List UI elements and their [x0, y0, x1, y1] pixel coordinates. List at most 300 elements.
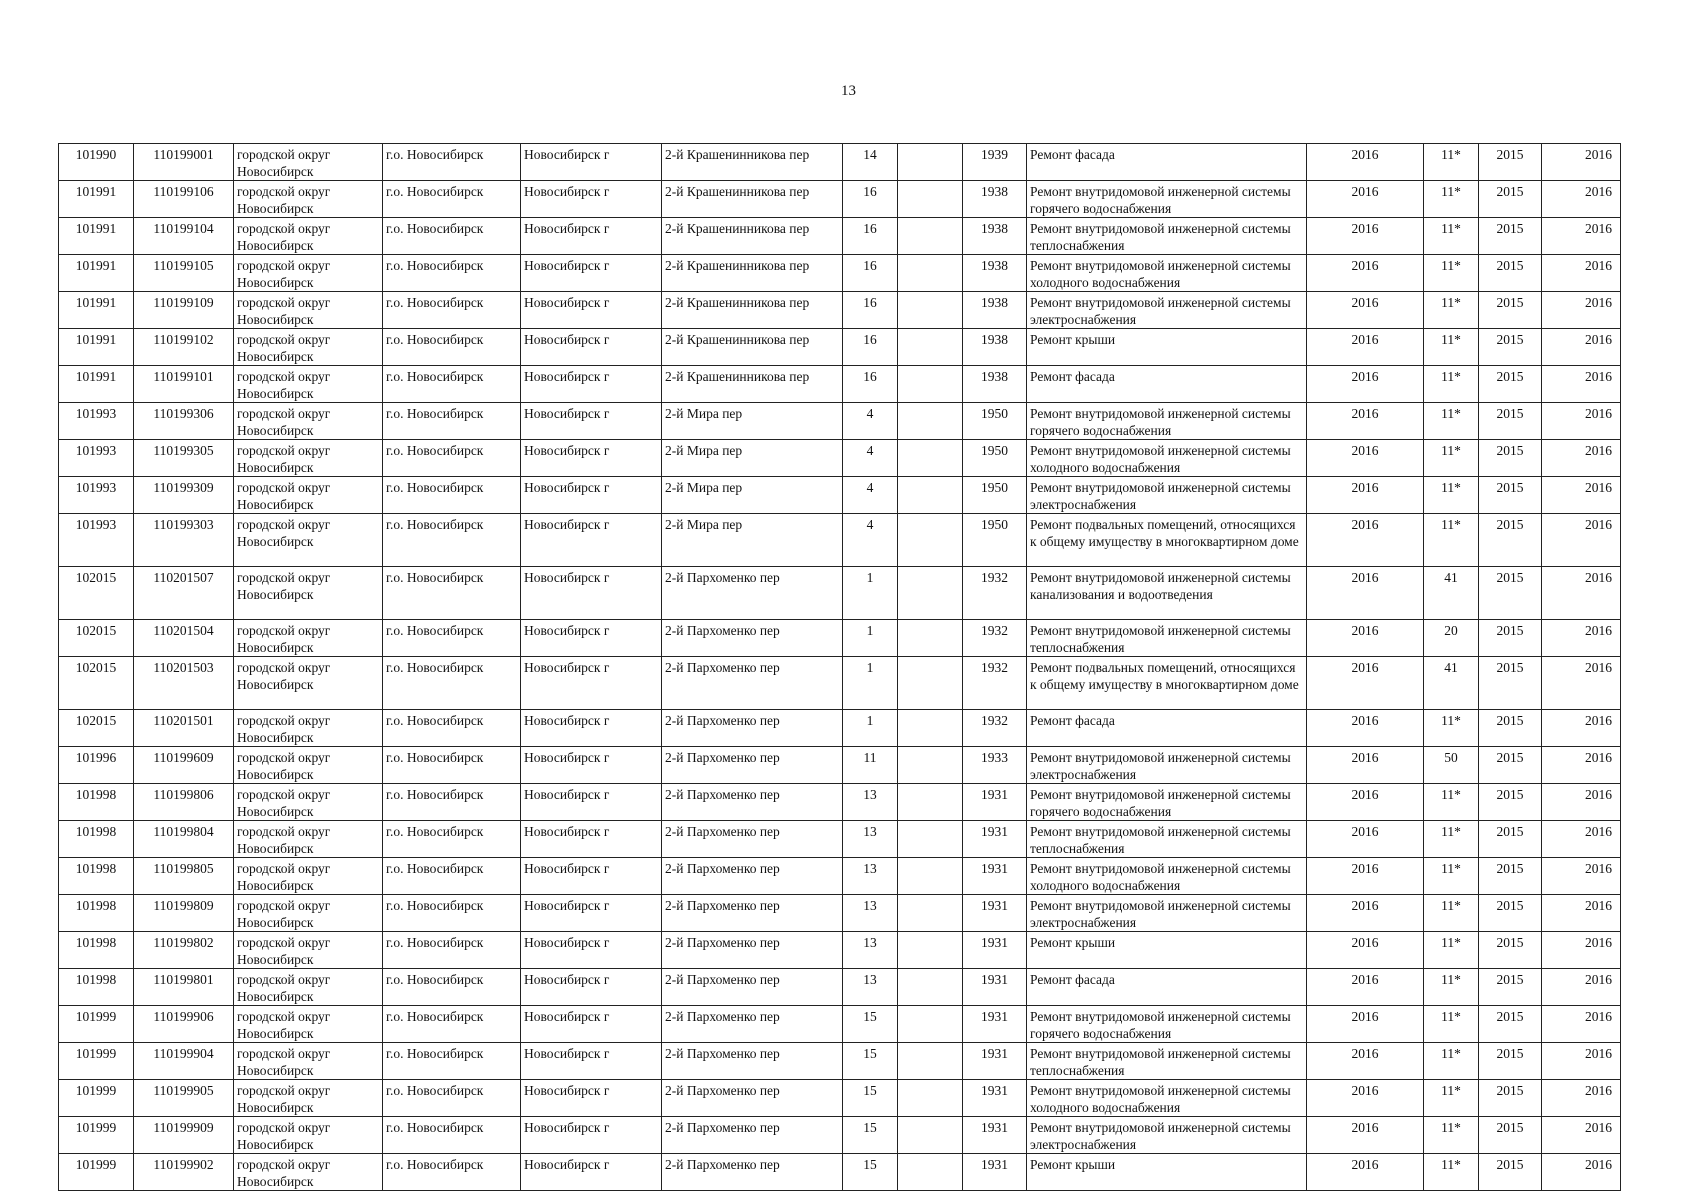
house-id-cell: 101993 [59, 514, 134, 567]
table-row [59, 1117, 1621, 1154]
house-number-cell: 13 [843, 858, 898, 895]
work-type-cell: Ремонт крыши [1027, 1154, 1307, 1191]
street-cell: 2-й Пархоменко пер [662, 747, 843, 784]
start-year-cell: 2015 [1479, 403, 1542, 440]
house-number-cell: 15 [843, 1043, 898, 1080]
end-year-cell: 2016 [1542, 620, 1621, 657]
district-cell: городской округ Новосибирск [234, 440, 383, 477]
work-code-cell: 110199809 [134, 895, 234, 932]
municipality-cell: г.о. Новосибирск [383, 181, 521, 218]
plan-year-cell: 2016 [1307, 255, 1424, 292]
municipality-cell: г.о. Новосибирск [383, 218, 521, 255]
start-year-cell: 2015 [1479, 969, 1542, 1006]
building-cell [898, 710, 963, 747]
build-year-cell: 1931 [963, 895, 1027, 932]
plan-year-cell: 2016 [1307, 710, 1424, 747]
work-type-cell: Ремонт подвальных помещений, относящихся к общему имуществу в многоквартирном доме [1027, 657, 1307, 710]
house-id-cell: 101998 [59, 858, 134, 895]
municipality-cell: г.о. Новосибирск [383, 969, 521, 1006]
house-number-cell: 16 [843, 181, 898, 218]
street-cell: 2-й Пархоменко пер [662, 784, 843, 821]
house-id-cell: 102015 [59, 710, 134, 747]
house-id-cell: 101991 [59, 329, 134, 366]
building-cell [898, 657, 963, 710]
build-year-cell: 1931 [963, 821, 1027, 858]
work-code-cell: 110199104 [134, 218, 234, 255]
plan-year-cell: 2016 [1307, 932, 1424, 969]
build-year-cell: 1950 [963, 514, 1027, 567]
plan-year-cell: 2016 [1307, 821, 1424, 858]
city-cell: Новосибирск г [521, 567, 662, 620]
house-number-cell: 13 [843, 895, 898, 932]
municipality-cell: г.о. Новосибирск [383, 821, 521, 858]
table-row [59, 858, 1621, 895]
municipality-cell: г.о. Новосибирск [383, 329, 521, 366]
build-year-cell: 1933 [963, 747, 1027, 784]
build-year-cell: 1932 [963, 710, 1027, 747]
build-year-cell: 1938 [963, 181, 1027, 218]
start-year-cell: 2015 [1479, 858, 1542, 895]
plan-year-cell: 2016 [1307, 144, 1424, 181]
building-cell [898, 932, 963, 969]
end-year-cell: 2016 [1542, 1117, 1621, 1154]
table-row [59, 477, 1621, 514]
municipality-cell: г.о. Новосибирск [383, 477, 521, 514]
house-number-cell: 15 [843, 1080, 898, 1117]
end-year-cell: 2016 [1542, 403, 1621, 440]
end-year-cell: 2016 [1542, 1154, 1621, 1191]
building-cell [898, 567, 963, 620]
house-number-cell: 11 [843, 747, 898, 784]
end-year-cell: 2016 [1542, 218, 1621, 255]
work-type-cell: Ремонт крыши [1027, 932, 1307, 969]
plan-year-cell: 2016 [1307, 1043, 1424, 1080]
build-year-cell: 1938 [963, 329, 1027, 366]
end-year-cell: 2016 [1542, 932, 1621, 969]
work-code-cell: 110199309 [134, 477, 234, 514]
start-year-cell: 2015 [1479, 329, 1542, 366]
street-cell: 2-й Пархоменко пер [662, 895, 843, 932]
street-cell: 2-й Пархоменко пер [662, 657, 843, 710]
municipality-cell: г.о. Новосибирск [383, 1117, 521, 1154]
building-cell [898, 620, 963, 657]
work-code-cell: 110201507 [134, 567, 234, 620]
end-year-cell: 2016 [1542, 477, 1621, 514]
start-year-cell: 2015 [1479, 514, 1542, 567]
municipality-cell: г.о. Новосибирск [383, 710, 521, 747]
start-year-cell: 2015 [1479, 784, 1542, 821]
plan-year-cell: 2016 [1307, 181, 1424, 218]
work-type-cell: Ремонт внутридомовой инженерной системы горячего водоснабжения [1027, 1006, 1307, 1043]
district-cell: городской округ Новосибирск [234, 514, 383, 567]
city-cell: Новосибирск г [521, 329, 662, 366]
street-cell: 2-й Пархоменко пер [662, 567, 843, 620]
building-cell [898, 181, 963, 218]
table-row [59, 784, 1621, 821]
city-cell: Новосибирск г [521, 218, 662, 255]
start-year-cell: 2015 [1479, 144, 1542, 181]
work-code-cell: 110199102 [134, 329, 234, 366]
city-cell: Новосибирск г [521, 1006, 662, 1043]
work-type-cell: Ремонт внутридомовой инженерной системы электроснабжения [1027, 292, 1307, 329]
work-code-cell: 110201501 [134, 710, 234, 747]
build-year-cell: 1932 [963, 657, 1027, 710]
count-cell: 20 [1424, 620, 1479, 657]
municipality-cell: г.о. Новосибирск [383, 255, 521, 292]
street-cell: 2-й Мира пер [662, 477, 843, 514]
end-year-cell: 2016 [1542, 514, 1621, 567]
house-id-cell: 101993 [59, 477, 134, 514]
work-code-cell: 110199303 [134, 514, 234, 567]
end-year-cell: 2016 [1542, 747, 1621, 784]
count-cell: 11* [1424, 969, 1479, 1006]
plan-year-cell: 2016 [1307, 440, 1424, 477]
building-cell [898, 403, 963, 440]
city-cell: Новосибирск г [521, 292, 662, 329]
count-cell: 11* [1424, 784, 1479, 821]
end-year-cell: 2016 [1542, 784, 1621, 821]
build-year-cell: 1938 [963, 255, 1027, 292]
city-cell: Новосибирск г [521, 514, 662, 567]
work-code-cell: 110199801 [134, 969, 234, 1006]
house-id-cell: 101991 [59, 366, 134, 403]
table-row [59, 292, 1621, 329]
street-cell: 2-й Крашенинникова пер [662, 329, 843, 366]
build-year-cell: 1938 [963, 366, 1027, 403]
building-cell [898, 969, 963, 1006]
work-code-cell: 110199804 [134, 821, 234, 858]
end-year-cell: 2016 [1542, 255, 1621, 292]
street-cell: 2-й Мира пер [662, 440, 843, 477]
municipality-cell: г.о. Новосибирск [383, 895, 521, 932]
building-cell [898, 821, 963, 858]
building-cell [898, 895, 963, 932]
city-cell: Новосибирск г [521, 784, 662, 821]
municipality-cell: г.о. Новосибирск [383, 1006, 521, 1043]
count-cell: 11* [1424, 821, 1479, 858]
house-id-cell: 101991 [59, 255, 134, 292]
district-cell: городской округ Новосибирск [234, 144, 383, 181]
count-cell: 11* [1424, 1006, 1479, 1043]
house-number-cell: 14 [843, 144, 898, 181]
street-cell: 2-й Пархоменко пер [662, 710, 843, 747]
table-row [59, 440, 1621, 477]
building-cell [898, 1080, 963, 1117]
build-year-cell: 1931 [963, 932, 1027, 969]
work-type-cell: Ремонт внутридомовой инженерной системы электроснабжения [1027, 747, 1307, 784]
district-cell: городской округ Новосибирск [234, 477, 383, 514]
count-cell: 41 [1424, 567, 1479, 620]
count-cell: 11* [1424, 255, 1479, 292]
house-id-cell: 101998 [59, 784, 134, 821]
house-number-cell: 15 [843, 1006, 898, 1043]
table-row [59, 969, 1621, 1006]
build-year-cell: 1931 [963, 1006, 1027, 1043]
plan-year-cell: 2016 [1307, 1117, 1424, 1154]
table-row [59, 218, 1621, 255]
district-cell: городской округ Новосибирск [234, 1043, 383, 1080]
work-code-cell: 110199101 [134, 366, 234, 403]
work-type-cell: Ремонт фасада [1027, 969, 1307, 1006]
plan-year-cell: 2016 [1307, 784, 1424, 821]
house-id-cell: 102015 [59, 567, 134, 620]
end-year-cell: 2016 [1542, 144, 1621, 181]
work-type-cell: Ремонт внутридомовой инженерной системы теплоснабжения [1027, 218, 1307, 255]
end-year-cell: 2016 [1542, 895, 1621, 932]
start-year-cell: 2015 [1479, 747, 1542, 784]
district-cell: городской округ Новосибирск [234, 181, 383, 218]
house-id-cell: 101999 [59, 1154, 134, 1191]
street-cell: 2-й Пархоменко пер [662, 821, 843, 858]
house-number-cell: 4 [843, 403, 898, 440]
count-cell: 11* [1424, 218, 1479, 255]
street-cell: 2-й Пархоменко пер [662, 1154, 843, 1191]
city-cell: Новосибирск г [521, 1117, 662, 1154]
work-code-cell: 110199905 [134, 1080, 234, 1117]
work-type-cell: Ремонт внутридомовой инженерной системы холодного водоснабжения [1027, 1080, 1307, 1117]
city-cell: Новосибирск г [521, 969, 662, 1006]
house-number-cell: 13 [843, 821, 898, 858]
street-cell: 2-й Крашенинникова пер [662, 181, 843, 218]
work-type-cell: Ремонт фасада [1027, 366, 1307, 403]
count-cell: 11* [1424, 932, 1479, 969]
start-year-cell: 2015 [1479, 366, 1542, 403]
work-type-cell: Ремонт внутридомовой инженерной системы холодного водоснабжения [1027, 858, 1307, 895]
building-cell [898, 255, 963, 292]
city-cell: Новосибирск г [521, 1043, 662, 1080]
city-cell: Новосибирск г [521, 895, 662, 932]
house-number-cell: 4 [843, 514, 898, 567]
municipality-cell: г.о. Новосибирск [383, 366, 521, 403]
house-number-cell: 16 [843, 366, 898, 403]
district-cell: городской округ Новосибирск [234, 255, 383, 292]
work-type-cell: Ремонт внутридомовой инженерной системы холодного водоснабжения [1027, 440, 1307, 477]
work-code-cell: 110199806 [134, 784, 234, 821]
table-row [59, 932, 1621, 969]
work-code-cell: 110199105 [134, 255, 234, 292]
house-number-cell: 13 [843, 969, 898, 1006]
work-code-cell: 110199001 [134, 144, 234, 181]
city-cell: Новосибирск г [521, 710, 662, 747]
count-cell: 11* [1424, 1080, 1479, 1117]
city-cell: Новосибирск г [521, 1080, 662, 1117]
work-code-cell: 110199805 [134, 858, 234, 895]
house-number-cell: 13 [843, 784, 898, 821]
house-id-cell: 101998 [59, 895, 134, 932]
build-year-cell: 1950 [963, 477, 1027, 514]
work-type-cell: Ремонт внутридомовой инженерной системы канализования и водоотведения [1027, 567, 1307, 620]
district-cell: городской округ Новосибирск [234, 895, 383, 932]
work-type-cell: Ремонт фасада [1027, 144, 1307, 181]
table-row [59, 514, 1621, 567]
work-type-cell: Ремонт внутридомовой инженерной системы горячего водоснабжения [1027, 784, 1307, 821]
house-number-cell: 16 [843, 255, 898, 292]
work-type-cell: Ремонт внутридомовой инженерной системы теплоснабжения [1027, 821, 1307, 858]
work-code-cell: 110199109 [134, 292, 234, 329]
district-cell: городской округ Новосибирск [234, 403, 383, 440]
city-cell: Новосибирск г [521, 144, 662, 181]
street-cell: 2-й Пархоменко пер [662, 932, 843, 969]
house-number-cell: 1 [843, 620, 898, 657]
municipality-cell: г.о. Новосибирск [383, 620, 521, 657]
house-number-cell: 4 [843, 477, 898, 514]
district-cell: городской округ Новосибирск [234, 1117, 383, 1154]
plan-year-cell: 2016 [1307, 366, 1424, 403]
house-number-cell: 16 [843, 218, 898, 255]
table-row [59, 366, 1621, 403]
house-number-cell: 13 [843, 932, 898, 969]
work-code-cell: 110199906 [134, 1006, 234, 1043]
city-cell: Новосибирск г [521, 821, 662, 858]
count-cell: 11* [1424, 1043, 1479, 1080]
work-code-cell: 110199802 [134, 932, 234, 969]
build-year-cell: 1931 [963, 969, 1027, 1006]
count-cell: 11* [1424, 440, 1479, 477]
city-cell: Новосибирск г [521, 858, 662, 895]
street-cell: 2-й Крашенинникова пер [662, 292, 843, 329]
house-id-cell: 102015 [59, 657, 134, 710]
district-cell: городской округ Новосибирск [234, 1006, 383, 1043]
count-cell: 11* [1424, 292, 1479, 329]
city-cell: Новосибирск г [521, 403, 662, 440]
build-year-cell: 1931 [963, 1043, 1027, 1080]
plan-year-cell: 2016 [1307, 747, 1424, 784]
municipality-cell: г.о. Новосибирск [383, 747, 521, 784]
house-id-cell: 101991 [59, 218, 134, 255]
end-year-cell: 2016 [1542, 329, 1621, 366]
work-code-cell: 110199305 [134, 440, 234, 477]
house-number-cell: 4 [843, 440, 898, 477]
municipality-cell: г.о. Новосибирск [383, 858, 521, 895]
repair-schedule-table [58, 143, 1621, 1191]
municipality-cell: г.о. Новосибирск [383, 292, 521, 329]
work-code-cell: 110201504 [134, 620, 234, 657]
city-cell: Новосибирск г [521, 657, 662, 710]
table-row [59, 181, 1621, 218]
district-cell: городской округ Новосибирск [234, 821, 383, 858]
district-cell: городской округ Новосибирск [234, 710, 383, 747]
work-code-cell: 110199609 [134, 747, 234, 784]
table-row [59, 710, 1621, 747]
city-cell: Новосибирск г [521, 1154, 662, 1191]
street-cell: 2-й Крашенинникова пер [662, 255, 843, 292]
start-year-cell: 2015 [1479, 255, 1542, 292]
table-row [59, 403, 1621, 440]
street-cell: 2-й Пархоменко пер [662, 1117, 843, 1154]
district-cell: городской округ Новосибирск [234, 969, 383, 1006]
house-number-cell: 1 [843, 657, 898, 710]
start-year-cell: 2015 [1479, 657, 1542, 710]
work-code-cell: 110201503 [134, 657, 234, 710]
street-cell: 2-й Мира пер [662, 514, 843, 567]
municipality-cell: г.о. Новосибирск [383, 144, 521, 181]
district-cell: городской округ Новосибирск [234, 366, 383, 403]
building-cell [898, 1006, 963, 1043]
end-year-cell: 2016 [1542, 969, 1621, 1006]
table-row [59, 255, 1621, 292]
district-cell: городской округ Новосибирск [234, 657, 383, 710]
start-year-cell: 2015 [1479, 292, 1542, 329]
count-cell: 11* [1424, 329, 1479, 366]
count-cell: 11* [1424, 858, 1479, 895]
plan-year-cell: 2016 [1307, 1080, 1424, 1117]
plan-year-cell: 2016 [1307, 895, 1424, 932]
build-year-cell: 1938 [963, 218, 1027, 255]
count-cell: 11* [1424, 144, 1479, 181]
house-id-cell: 101999 [59, 1043, 134, 1080]
house-number-cell: 1 [843, 567, 898, 620]
city-cell: Новосибирск г [521, 181, 662, 218]
end-year-cell: 2016 [1542, 1043, 1621, 1080]
table-row [59, 1006, 1621, 1043]
municipality-cell: г.о. Новосибирск [383, 514, 521, 567]
start-year-cell: 2015 [1479, 710, 1542, 747]
table-row [59, 657, 1621, 710]
end-year-cell: 2016 [1542, 858, 1621, 895]
build-year-cell: 1950 [963, 403, 1027, 440]
house-number-cell: 1 [843, 710, 898, 747]
house-number-cell: 15 [843, 1117, 898, 1154]
count-cell: 11* [1424, 710, 1479, 747]
end-year-cell: 2016 [1542, 366, 1621, 403]
building-cell [898, 1117, 963, 1154]
work-type-cell: Ремонт внутридомовой инженерной системы горячего водоснабжения [1027, 181, 1307, 218]
start-year-cell: 2015 [1479, 181, 1542, 218]
city-cell: Новосибирск г [521, 440, 662, 477]
plan-year-cell: 2016 [1307, 218, 1424, 255]
count-cell: 11* [1424, 181, 1479, 218]
plan-year-cell: 2016 [1307, 514, 1424, 567]
municipality-cell: г.о. Новосибирск [383, 784, 521, 821]
work-type-cell: Ремонт внутридомовой инженерной системы теплоснабжения [1027, 1043, 1307, 1080]
street-cell: 2-й Мира пер [662, 403, 843, 440]
plan-year-cell: 2016 [1307, 477, 1424, 514]
page-number: 13 [841, 83, 856, 99]
building-cell [898, 440, 963, 477]
start-year-cell: 2015 [1479, 1043, 1542, 1080]
municipality-cell: г.о. Новосибирск [383, 1043, 521, 1080]
end-year-cell: 2016 [1542, 567, 1621, 620]
build-year-cell: 1931 [963, 1080, 1027, 1117]
end-year-cell: 2016 [1542, 710, 1621, 747]
plan-year-cell: 2016 [1307, 858, 1424, 895]
building-cell [898, 329, 963, 366]
build-year-cell: 1931 [963, 784, 1027, 821]
plan-year-cell: 2016 [1307, 657, 1424, 710]
build-year-cell: 1931 [963, 1154, 1027, 1191]
street-cell: 2-й Пархоменко пер [662, 969, 843, 1006]
building-cell [898, 747, 963, 784]
start-year-cell: 2015 [1479, 218, 1542, 255]
work-type-cell: Ремонт внутридомовой инженерной системы теплоснабжения [1027, 620, 1307, 657]
district-cell: городской округ Новосибирск [234, 932, 383, 969]
municipality-cell: г.о. Новосибирск [383, 657, 521, 710]
house-id-cell: 101998 [59, 969, 134, 1006]
building-cell [898, 144, 963, 181]
table-row [59, 567, 1621, 620]
street-cell: 2-й Крашенинникова пер [662, 366, 843, 403]
plan-year-cell: 2016 [1307, 329, 1424, 366]
build-year-cell: 1931 [963, 858, 1027, 895]
plan-year-cell: 2016 [1307, 620, 1424, 657]
table-row [59, 747, 1621, 784]
start-year-cell: 2015 [1479, 1154, 1542, 1191]
work-type-cell: Ремонт крыши [1027, 329, 1307, 366]
building-cell [898, 292, 963, 329]
work-type-cell: Ремонт внутридомовой инженерной системы электроснабжения [1027, 477, 1307, 514]
work-code-cell: 110199909 [134, 1117, 234, 1154]
count-cell: 11* [1424, 514, 1479, 567]
